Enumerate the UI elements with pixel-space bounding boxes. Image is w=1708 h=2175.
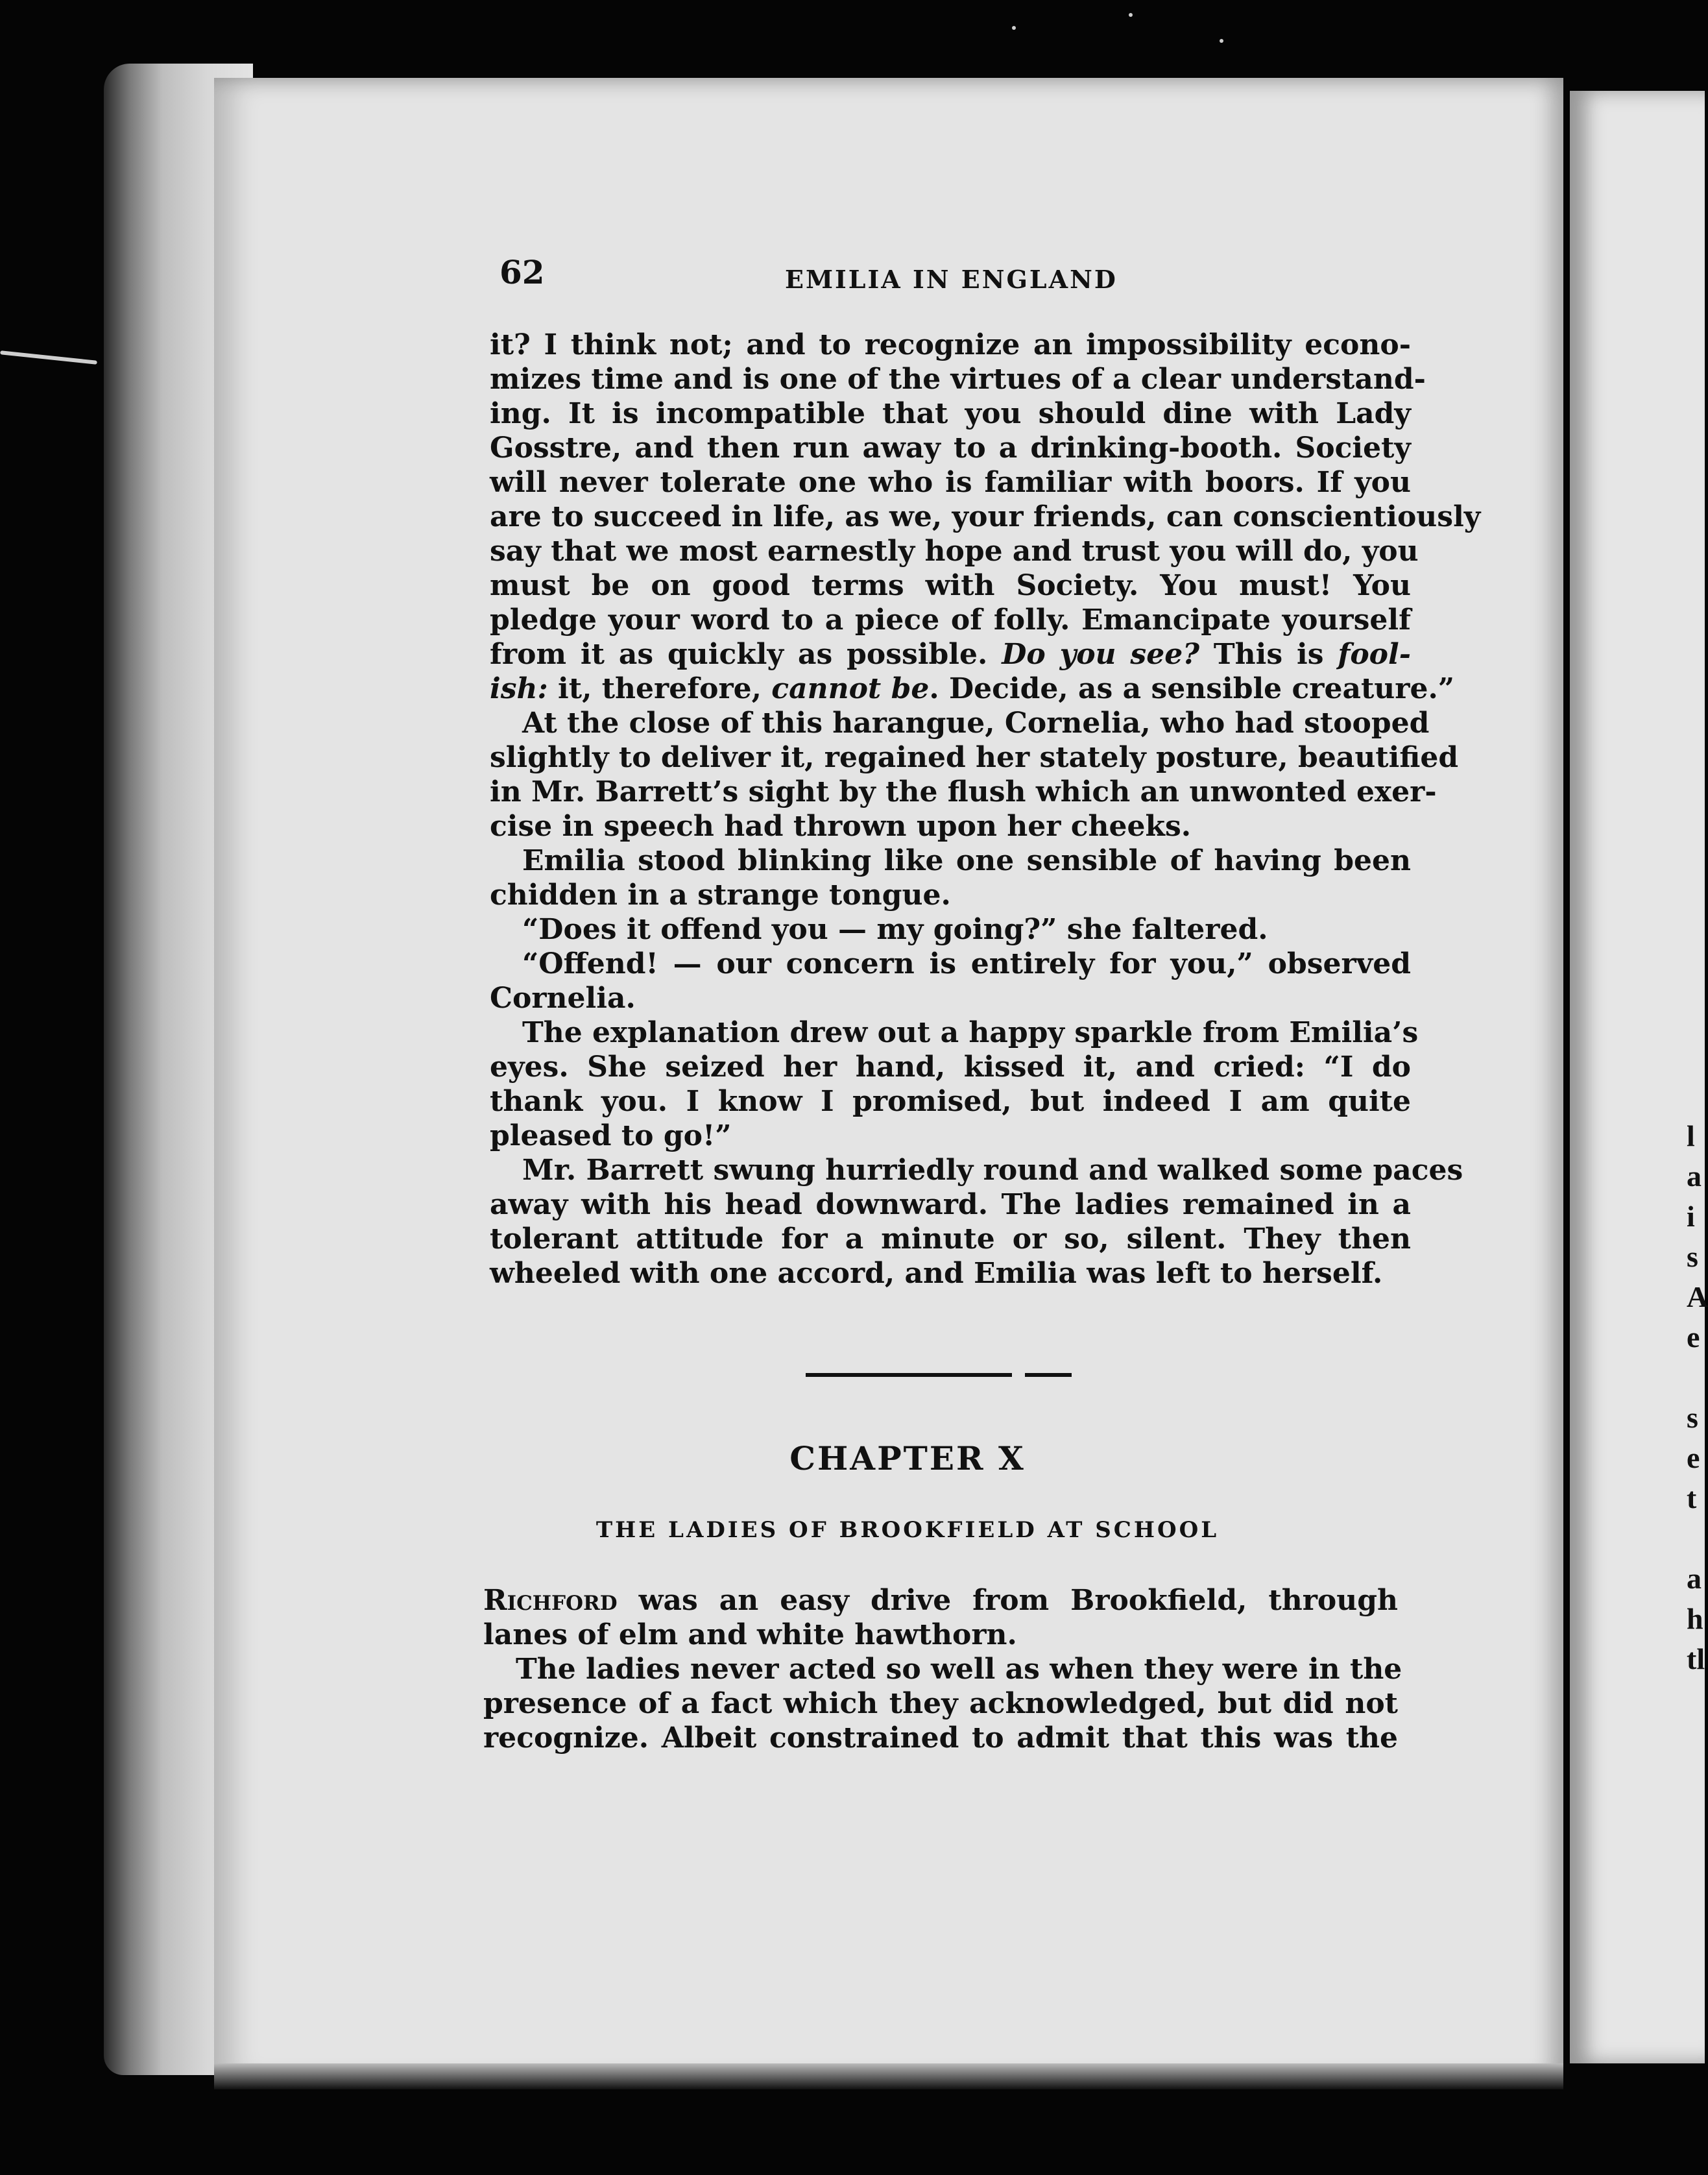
text-line: mizes time and is one of the virtues of a clear understand- <box>490 363 1426 396</box>
facing-letter: e <box>1687 1441 1700 1474</box>
facing-letter: a <box>1687 1562 1702 1595</box>
running-title: EMILIA IN ENGLAND <box>785 265 1118 294</box>
scan-artifact <box>0 350 97 365</box>
chapter-subtitle: THE LADIES OF BROOKFIELD AT SCHOOL <box>595 1517 1220 1543</box>
page-number: 62 <box>499 253 545 291</box>
text-line: Richford was an easy drive from Brookfield, through <box>483 1584 1398 1617</box>
text-line: Mr. Barrett swung hurriedly round and walked some paces <box>522 1154 1463 1187</box>
text-line: Cornelia. <box>490 982 636 1015</box>
text-line: away with his head downward. The ladies remained in a <box>490 1188 1411 1221</box>
facing-letter: e <box>1687 1320 1700 1354</box>
scan-speck <box>1012 26 1016 30</box>
text-line: thank you. I know I promised, but indeed I am quite <box>490 1085 1411 1118</box>
facing-letter: tl <box>1687 1642 1705 1675</box>
facing-page <box>1570 91 1708 2063</box>
facing-page-text <box>1687 1116 1708 1679</box>
text-line: ing. It is incompatible that you should dine with Lady <box>490 397 1411 430</box>
facing-letter: s <box>1687 1240 1698 1273</box>
text-line: The explanation drew out a happy sparkle from Emilia’s <box>522 1016 1419 1049</box>
text-line: slightly to deliver it, regained her stately posture, beautified <box>490 741 1459 774</box>
text-line: pledge your word to a piece of folly. Emancipate yourself <box>490 603 1411 637</box>
text-line: Gosstre, and then run away to a drinking-booth. Society <box>490 431 1411 465</box>
text-line: chidden in a strange tongue. <box>490 879 951 912</box>
facing-letter: h <box>1687 1602 1703 1635</box>
text-line: wheeled with one accord, and Emilia was left to herself. <box>490 1257 1383 1290</box>
section-rule <box>806 1373 1012 1377</box>
text-line: in Mr. Barrett’s sight by the flush which an unwonted exer- <box>490 775 1437 808</box>
text-line: Emilia stood blinking like one sensible of having been <box>522 844 1411 877</box>
text-line: presence of a fact which they acknowledged, but did not <box>483 1687 1398 1720</box>
text-line: cise in speech had thrown upon her cheeks. <box>490 810 1192 843</box>
section-rule-short <box>1025 1373 1072 1377</box>
text-line: are to succeed in life, as we, your friends, can conscientiously <box>490 500 1481 533</box>
text-line: must be on good terms with Society. You must! You <box>490 569 1411 602</box>
text-line: eyes. She seized her hand, kissed it, and cried: “I do <box>490 1051 1411 1084</box>
scan-speck <box>1220 39 1223 43</box>
body-text <box>490 328 1481 1291</box>
facing-letter: A <box>1687 1280 1708 1313</box>
facing-letter: l <box>1687 1119 1695 1152</box>
text-line: The ladies never acted so well as when they were in the <box>516 1653 1402 1686</box>
chapter-title: CHAPTER X <box>789 1439 1026 1477</box>
text-line: it? I think not; and to recognize an impossibility econo- <box>490 328 1411 361</box>
text-line: pleased to go!” <box>490 1119 732 1152</box>
facing-letter: s <box>1687 1401 1698 1434</box>
text-line: tolerant attitude for a minute or so, silent. They then <box>490 1222 1411 1256</box>
text-line: from it as quickly as possible. Do you see? This is fool- <box>490 638 1412 671</box>
text-line: lanes of elm and white hawthorn. <box>483 1618 1017 1651</box>
text-line: say that we most earnestly hope and trust you will do, you <box>490 535 1419 568</box>
chapter-text <box>483 1583 1402 1755</box>
facing-letter: a <box>1687 1160 1702 1193</box>
page-bottom-shadow <box>214 2063 1563 2089</box>
text-line: “Offend! — our concern is entirely for you,” observed <box>522 947 1411 980</box>
text-line: “Does it offend you — my going?” she faltered. <box>522 913 1268 946</box>
facing-letter: t <box>1687 1481 1697 1514</box>
facing-letter <box>1687 1357 1705 1398</box>
text-line: will never tolerate one who is familiar with boors. If you <box>490 466 1411 499</box>
text-line: ish: it, therefore, cannot be. Decide, as a sensible creature.” <box>490 672 1455 705</box>
text-line: At the close of this harangue, Cornelia, who had stooped <box>522 707 1430 740</box>
scan-speck <box>1129 13 1133 17</box>
facing-letter: i <box>1687 1200 1695 1233</box>
text-line: recognize. Albeit constrained to admit that this was the <box>483 1721 1398 1755</box>
